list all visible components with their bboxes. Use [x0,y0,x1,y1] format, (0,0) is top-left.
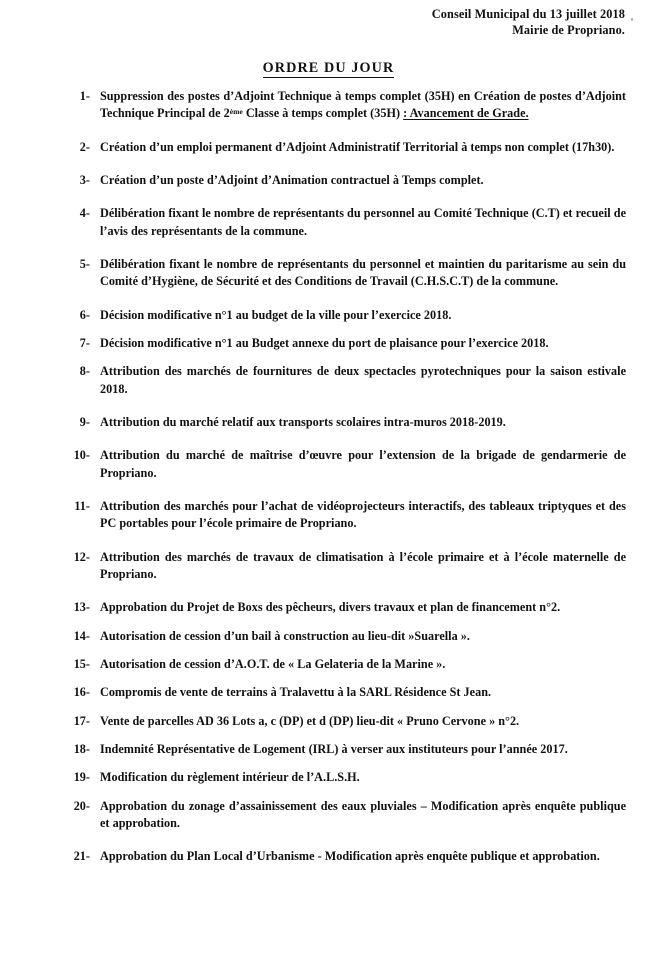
agenda-item [70,798,626,833]
agenda-item [70,628,626,645]
agenda-item [70,447,626,482]
agenda-item-number: 15- [73,656,90,671]
agenda-item-text: Délibération fixant le nombre de représentants du personnel au Comité Technique (C.T) et recueil de l’avis des représentants de la commune. [100,206,626,238]
agenda-item-text: Indemnité Représentative de Logement (IRL) à verser aux instituteurs pour l’année 2017. [100,741,568,756]
agenda-item-text: Création d’un poste d’Adjoint d’Animation contractuel à Temps complet. [100,172,484,187]
agenda-item-superscript: ème [229,107,243,117]
agenda-item-text: Attribution du marché relatif aux transports scolaires intra-muros 2018-2019. [100,414,506,429]
agenda-list [70,88,626,866]
agenda-item [70,656,626,673]
document-header [432,6,625,38]
scan-artifact-speck [631,18,633,21]
agenda-item-text: Autorisation de cession d’un bail à construction au lieu-dit »Suarella ». [100,628,470,643]
agenda-item [70,205,626,240]
agenda-item-number: 14- [73,628,90,643]
agenda-item-number: 10- [73,448,90,463]
agenda-item-text: Vente de parcelles AD 36 Lots a, c (DP) et d (DP) lieu-dit « Pruno Cervone » n°2. [100,713,520,728]
agenda-item [70,684,626,701]
agenda-item-text: Décision modificative n°1 au Budget annexe du port de plaisance pour l’exercice 2018. [100,335,549,350]
agenda-item-text: Autorisation de cession d’A.O.T. de « La Gelateria de la Marine ». [100,656,446,671]
agenda-item-number: 3- [79,172,90,187]
agenda-item-number: 17- [73,713,90,728]
header-line-council: Conseil Municipal du 13 juillet 2018 [431,7,625,21]
agenda-item-text: Attribution du marché de maîtrise d’œuvre pour l’extension de la brigade de gendarmerie de Propriano. [100,448,626,480]
agenda-item-number: 4- [79,206,90,221]
agenda-item [70,769,626,786]
header-line-mairie: Mairie de Propriano. [512,23,625,38]
agenda-item-number: 16- [73,685,90,700]
agenda-item-number: 19- [73,770,90,785]
agenda-item [70,599,626,616]
agenda-item [70,414,626,431]
agenda-item-number: 6- [79,307,90,322]
agenda-item [70,713,626,730]
agenda-item-text: Délibération fixant le nombre de représentants du personnel et maintien du paritarisme au sein du Comité d’Hygiène, de Sécurité et des Conditions de Travail (C.H.S.C.T) de la commune. [100,256,626,289]
agenda-item-text: Approbation du Plan Local d’Urbanisme - Modification après enquête publique et approbation. [100,849,600,864]
agenda-item-number: 1- [79,89,90,103]
agenda-item-text-part-a: Suppression des postes d’Adjoint Technique à temps complet (35H) en Création de postes d’Adjoint Technique Principal de 2 [100,89,626,121]
agenda-item-text: Attribution des marchés de fournitures de deux spectacles pyrotechniques pour la saison estivale 2018. [100,364,626,396]
agenda-item-text: Attribution des marchés pour l’achat de vidéoprojecteurs interactifs, des tableaux triptyques et des PC portables pour l’école primaire de Propriano. [100,498,626,531]
page-title [0,60,657,77]
agenda-item-underlined-text: : Avancement de Grade. [403,106,529,121]
agenda-item-text: Création d’un emploi permanent d’Adjoint Administratif Territorial à temps non complet (17h30). [100,139,615,154]
agenda-item [70,848,626,865]
page-title-text: ORDRE DU JOUR [262,60,395,76]
agenda-item-number: 18- [73,741,90,756]
agenda-item-text: Compromis de vente de terrains à Tralavettu à la SARL Résidence St Jean. [100,685,492,700]
agenda-item [70,549,626,584]
agenda-item-text: Attribution des marchés de travaux de climatisation à l’école primaire et à l’école maternelle de Propriano. [100,549,626,581]
agenda-item-text: Modification du règlement intérieur de l’A.L.S.H. [100,770,360,785]
agenda-item-text [100,88,626,123]
agenda-item-number: 20- [73,798,90,813]
agenda-item-number: 9- [79,414,90,429]
agenda-item [70,335,626,352]
agenda-item-text: Décision modificative n°1 au budget de la ville pour l’exercice 2018. [100,307,452,322]
agenda-item [70,139,626,156]
agenda-item-text: Approbation du zonage d’assainissement des eaux pluviales – Modification après enquête publique et approbation. [100,798,626,830]
agenda-item-number: 21- [73,849,90,864]
agenda-item [70,307,626,324]
agenda-item-number: 5- [79,256,90,271]
agenda-item [70,88,626,123]
agenda-item [70,363,626,398]
agenda-item [70,172,626,189]
agenda-item-number: 8- [79,364,90,379]
agenda-item-number: 12- [73,549,90,564]
agenda-item [70,741,626,758]
agenda-item [70,498,626,533]
agenda-item-number: 2- [79,139,90,154]
agenda-item-text-part-b: Classe à temps complet (35H) [242,106,404,121]
agenda-item-number: 13- [73,600,90,615]
agenda-item-number: 11- [74,498,90,513]
agenda-item [70,256,626,291]
agenda-item-text: Approbation du Projet de Boxs des pêcheurs, divers travaux et plan de financement n°2. [100,600,561,615]
agenda-item-number: 7- [79,335,90,350]
